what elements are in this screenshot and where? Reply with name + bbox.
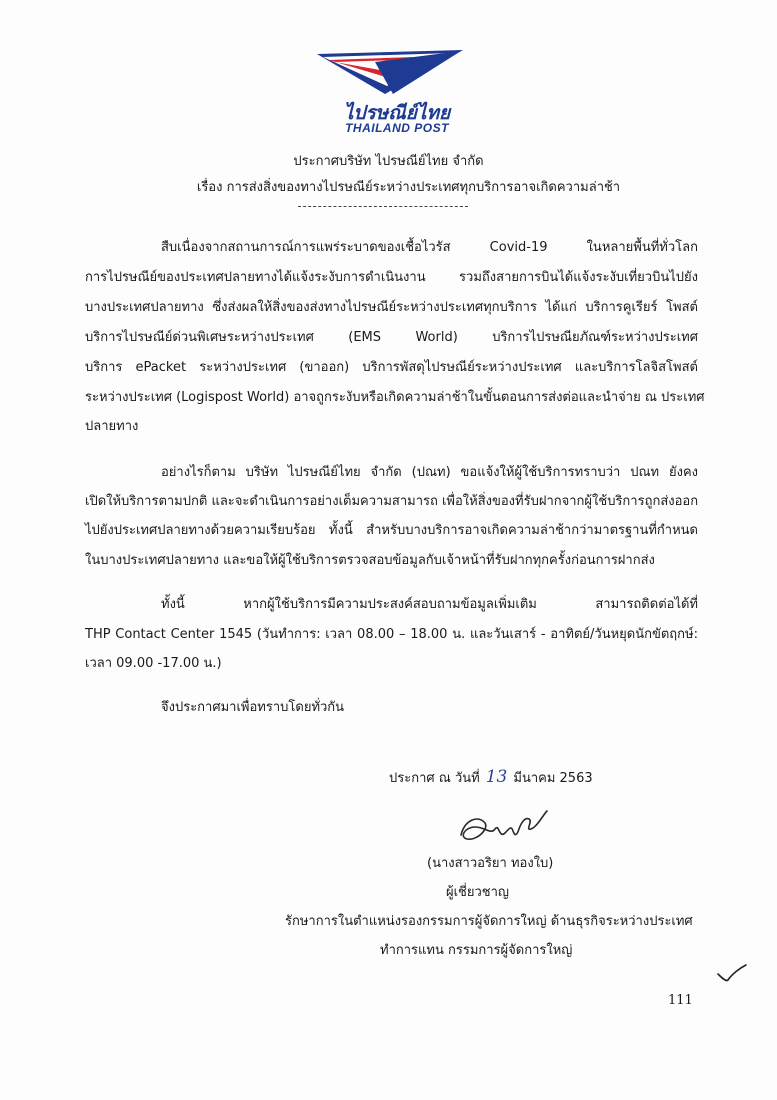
- paragraph-line: บริการไปรษณีย์ด่วนพิเศษระหว่างประเทศ (EMS World) บริการไปรษณียภัณฑ์ระหว่างประเทศ: [85, 330, 698, 345]
- announcement-subject: เรื่อง การส่งสิ่งของทางไปรษณีย์ระหว่างประเทศทุกบริการอาจเกิดความล่าช้า: [196, 180, 621, 195]
- check-mark-icon: [714, 962, 750, 984]
- paragraph-line: THP Contact Center 1545 (วันทำการ: เวลา 08.00 – 18.00 น. และวันเสาร์ - อาทิตย์/วันหยุดนักขัตฤกษ์:: [85, 627, 698, 642]
- paragraph-line: บางประเทศปลายทาง ซึ่งส่งผลให้สิ่งของส่งทางไปรษณีย์ระหว่างประเทศทุกบริการ ได้แก่ บริการคูเรียร์ โพสต์: [85, 300, 698, 315]
- date-day: 13: [485, 767, 508, 787]
- heading-divider: [298, 206, 468, 207]
- signatory-name: (นางสาวอริยา ทองใบ): [427, 856, 554, 871]
- signatory-on-behalf: ทำการแทน กรรมการผู้จัดการใหญ่: [380, 943, 573, 958]
- page-number: 111: [668, 993, 693, 1008]
- announcement-date: [389, 769, 593, 787]
- paragraph-line: เปิดให้บริการตามปกติ และจะดำเนินการอย่างเต็มความสามารถ เพื่อให้สิ่งของที่รับฝากจากผู้ใช้บริการถูกส่งออก: [85, 494, 699, 509]
- paragraph-line: ไปยังประเทศปลายทางด้วยความเรียบร้อย ทั้งนี้ สำหรับบางบริการอาจเกิดความล่าช้ากว่ามาตรฐานที่กำหนด: [85, 523, 698, 538]
- signatory-title: ผู้เชี่ยวชาญ: [446, 885, 510, 900]
- logo-wing-icon: [315, 48, 465, 100]
- signature-image: [455, 805, 550, 847]
- closing-statement: จึงประกาศมาเพื่อทราบโดยทั่วกัน: [161, 700, 345, 715]
- date-month-year: มีนาคม 2563: [513, 771, 593, 786]
- thailand-post-logo: [315, 48, 465, 140]
- paragraph-line: สืบเนื่องจากสถานการณ์การแพร่ระบาดของเชื้อไวรัส Covid-19 ในหลายพื้นที่ทั่วโลก: [161, 240, 698, 255]
- paragraph-line: บริการ ePacket ระหว่างประเทศ (ขาออก) บริการพัสดุไปรษณีย์ระหว่างประเทศ และบริการโลจิสโพสต์: [85, 360, 698, 375]
- logo-thai-text: ไปรษณีย์ไทย: [343, 102, 451, 124]
- logo-english-text: THAILAND POST: [345, 121, 449, 135]
- paragraph-line: เวลา 09.00 -17.00 น.): [85, 656, 222, 671]
- paragraph-line: อย่างไรก็ตาม บริษัท ไปรษณีย์ไทย จำกัด (ปณท) ขอแจ้งให้ผู้ใช้บริการทราบว่า ปณท ยังคง: [161, 465, 698, 480]
- paragraph-line: ในบางประเทศปลายทาง และขอให้ผู้ใช้บริการตรวจสอบข้อมูลกับเจ้าหน้าที่รับฝากทุกครั้งก่อนการฝากส่ง: [85, 553, 655, 568]
- paragraph-line: การไปรษณีย์ของประเทศปลายทางได้แจ้งระงับการดำเนินงาน รวมถึงสายการบินได้แจ้งระงับเที่ยวบินไปยัง: [85, 270, 698, 285]
- announcement-title: ประกาศบริษัท ไปรษณีย์ไทย จำกัด: [293, 154, 484, 169]
- paragraph-line: ระหว่างประเทศ (Logispost World) อาจถูกระงับหรือเกิดความล่าช้าในขั้นตอนการส่งต่อและนำจ่าย ณ ประเทศ: [85, 390, 705, 405]
- date-prefix: ประกาศ ณ วันที่: [389, 771, 480, 786]
- signatory-acting-position: รักษาการในตำแหน่งรองกรรมการผู้จัดการใหญ่ ด้านธุรกิจระหว่างประเทศ: [285, 914, 693, 929]
- paragraph-line: ทั้งนี้ หากผู้ใช้บริการมีความประสงค์สอบถามข้อมูลเพิ่มเติม สามารถติดต่อได้ที่: [161, 597, 698, 612]
- paragraph-line: ปลายทาง: [85, 419, 139, 434]
